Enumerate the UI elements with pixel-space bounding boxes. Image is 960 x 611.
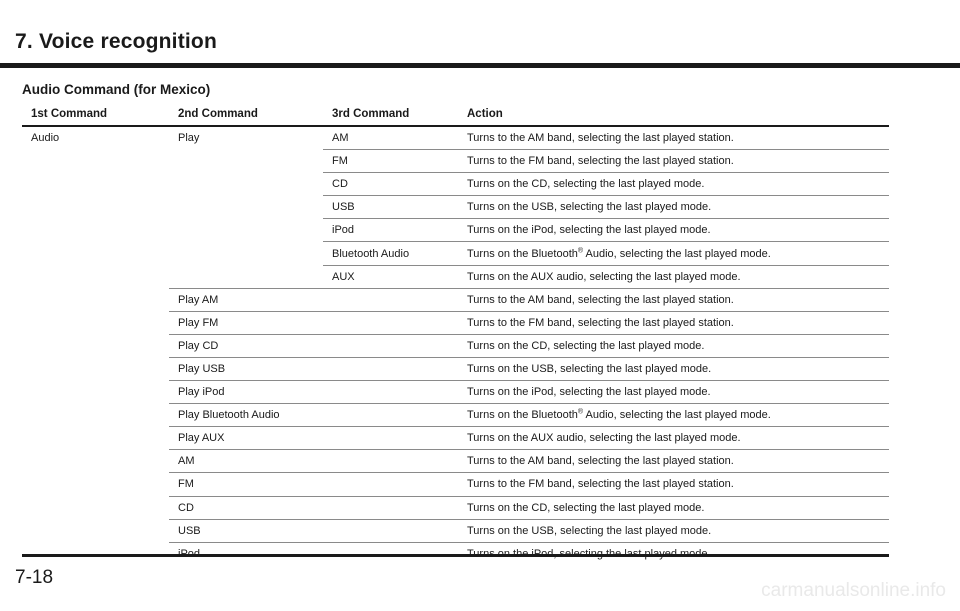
action-cell: Turns on the USB, selecting the last played mode.	[458, 196, 889, 219]
audio-command-table	[22, 103, 889, 560]
action-cell: Turns on the AUX audio, selecting the last played mode.	[458, 265, 889, 288]
second-command-cell: Play AUX	[169, 427, 458, 450]
action-cell: Turns on the CD, selecting the last played mode.	[458, 334, 889, 357]
second-command-cell: Play CD	[169, 334, 458, 357]
action-text: Audio, selecting the last played mode.	[583, 247, 771, 260]
action-cell: Turns on the iPod, selecting the last played mode.	[458, 219, 889, 242]
action-cell: Turns on the CD, selecting the last played mode.	[458, 173, 889, 196]
action-cell: Turns to the AM band, selecting the last played station.	[458, 450, 889, 473]
header-1st-command: 1st Command	[22, 103, 169, 126]
action-text: Turns on the Bluetooth	[467, 409, 578, 422]
section-title: Audio Command (for Mexico)	[22, 82, 211, 97]
registered-mark: ®	[577, 246, 584, 254]
second-command-cell: Play	[169, 126, 323, 288]
chapter-title: 7. Voice recognition	[15, 30, 217, 53]
registered-mark: ®	[577, 408, 584, 416]
third-command-cell: FM	[323, 150, 458, 173]
header-3rd-command: 3rd Command	[323, 103, 458, 126]
third-command-cell: AM	[323, 126, 458, 150]
second-command-cell: Play AM	[169, 288, 458, 311]
action-cell: Turns on the USB, selecting the last played mode.	[458, 519, 889, 542]
table-header-row	[22, 103, 889, 126]
chapter-divider	[0, 63, 960, 68]
action-cell: Turns on the AUX audio, selecting the last played mode.	[458, 427, 889, 450]
third-command-cell: USB	[323, 196, 458, 219]
action-text: Turns on the Bluetooth	[467, 247, 578, 260]
action-cell: Turns to the AM band, selecting the last played station.	[458, 288, 889, 311]
second-command-cell: AM	[169, 450, 458, 473]
header-action: Action	[458, 103, 889, 126]
header-2nd-command: 2nd Command	[169, 103, 323, 126]
action-cell: Turns on the CD, selecting the last played mode.	[458, 496, 889, 519]
action-cell: Turns to the FM band, selecting the last played station.	[458, 150, 889, 173]
action-cell: Turns on the iPod, selecting the last played mode.	[458, 381, 889, 404]
second-command-cell: iPod	[178, 547, 201, 560]
second-command-cell: Play iPod	[169, 381, 458, 404]
second-command-cell: Play FM	[169, 311, 458, 334]
action-text: Audio, selecting the last played mode.	[583, 409, 771, 422]
second-command-cell: Play USB	[169, 357, 458, 380]
first-command-cell: Audio	[31, 132, 60, 144]
third-command-cell: AUX	[323, 265, 458, 288]
second-command-cell: USB	[169, 519, 458, 542]
action-cell: Turns on the iPod, selecting the last played mode.	[467, 547, 711, 560]
action-cell	[458, 242, 889, 265]
action-cell: Turns to the FM band, selecting the last played station.	[458, 311, 889, 334]
table-row	[22, 126, 889, 150]
action-cell: Turns to the FM band, selecting the last played station.	[458, 473, 889, 496]
third-command-cell: iPod	[323, 219, 458, 242]
action-cell: Turns to the AM band, selecting the last played station.	[458, 126, 889, 150]
action-cell	[458, 404, 889, 427]
third-command-cell: Bluetooth Audio	[323, 242, 458, 265]
action-cell: Turns on the USB, selecting the last played mode.	[458, 357, 889, 380]
page-number: 7-18	[15, 567, 54, 588]
second-command-cell: Play Bluetooth Audio	[169, 404, 458, 427]
second-command-cell: CD	[169, 496, 458, 519]
watermark-text: carmanualsonline.info	[761, 580, 946, 601]
third-command-cell: CD	[323, 173, 458, 196]
command-table	[22, 103, 889, 565]
second-command-cell: FM	[169, 473, 458, 496]
